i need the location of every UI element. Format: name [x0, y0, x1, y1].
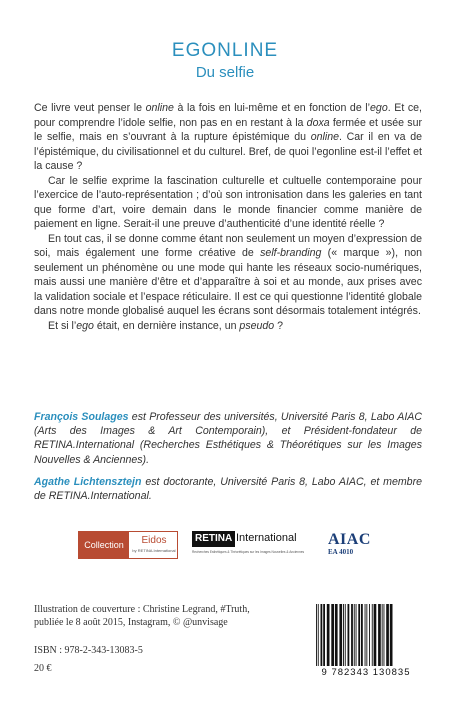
summary-paragraph-2 [34, 174, 422, 232]
aiac-logo-sub: EA 4010 [328, 548, 354, 556]
barcode-bar [365, 604, 366, 666]
italic-term: online [145, 102, 174, 114]
barcode-bar [351, 604, 353, 666]
text-run: (« marque »), non seulement un phénomène ou une mode qui hante les réseaux socio-numériques, mais aussi une manière d’être et d’apparaître à soi et au monde, aux prises avec la validation sociale et l’espace réticulaire. Il est ce qui questionne l’identité globale dans notre monde globalisé auquel les écrans sont désormais totalement intégrés. [34, 247, 422, 317]
cover-credit [34, 604, 284, 629]
barcode-bar [331, 604, 334, 666]
author-bio-text-1: est Professeur des universités, Université Paris 8, Labo AIAC (Arts des Images & Art Contemporain), et Président-fondateur de RETINA.International (Recherches Esthétiques & Théorétiques sur les Images Nouvelles & Anciennes). [34, 411, 422, 466]
barcode-bar [369, 604, 370, 666]
barcode-bar [378, 604, 381, 666]
book-title: EGONLINE [171, 40, 279, 61]
author-bio-text-2: est doctorante, Université Paris 8, Labo AIAC, et membre de RETINA.International. [34, 475, 422, 503]
barcode-bar [348, 604, 350, 666]
italic-term: ego [370, 102, 388, 114]
barcode-bar [318, 604, 319, 666]
author-name-1: François Soulages [34, 411, 129, 423]
barcode-bar [356, 604, 357, 666]
cover-credit-line-2: publiée le 8 août 2015, Instagram, © @unvisage [34, 616, 228, 628]
barcode-bar [366, 604, 367, 666]
collection-logo-label: Collection [79, 532, 129, 558]
barcode-bar [390, 604, 393, 666]
text-run: fermée et usée sur le selfie, mais en s’ouvrant à la rupture épistémique du [34, 116, 422, 143]
italic-term: self-branding [260, 247, 322, 259]
barcode-bar [384, 604, 385, 666]
barcode-digits: 9 782343 130835 [321, 667, 411, 678]
barcode-bar [316, 604, 317, 666]
barcode-bar [339, 604, 342, 666]
barcode-bar [372, 604, 373, 666]
italic-term: doxa [306, 116, 330, 129]
aiac-logo [328, 531, 378, 556]
italic-term: pseudo [239, 319, 275, 332]
text-run: Ce livre veut penser le [34, 102, 146, 114]
retina-logo-box: RETINA [192, 531, 235, 547]
book-subtitle: Du selfie [195, 64, 255, 81]
italic-term: ego [76, 319, 94, 332]
cover-credit-line-1: Illustration de couverture : Christine Legrand, #Truth, [34, 604, 250, 615]
collection-eidos-logo [78, 531, 178, 559]
barcode-bar [327, 604, 330, 666]
author-name-2: Agathe Lichtensztejn [34, 475, 142, 488]
text-run: était, en dernière instance, un [93, 319, 240, 332]
publisher-logos [78, 531, 378, 561]
barcode [306, 600, 426, 684]
barcode-bar [358, 604, 360, 666]
barcode-bar [345, 604, 346, 666]
collection-logo-sub: by RETINA.International [132, 548, 176, 553]
summary-paragraph-4 [34, 319, 422, 334]
text-run: En tout cas, il se donne comme étant non seulement un moyen d’expression de soi, mais également une forme créative de [34, 232, 422, 259]
collection-logo-name: Eidos [141, 535, 167, 546]
barcode-bar [323, 604, 325, 666]
author-bios [34, 410, 422, 511]
barcode-bar [321, 604, 323, 666]
barcode-bar [335, 604, 338, 666]
summary-paragraph-1 [34, 101, 422, 174]
isbn: ISBN : 978-2-343-13083-5 [34, 645, 143, 656]
author-bio-2 [34, 475, 422, 503]
text-run: . Car il en va de l’épistémique, du civilisationnel et du culturel. Bref, de quoi l’egonline est-il l’effet et la cause ? [34, 131, 422, 172]
text-run: à la fois en lui-même et en fonction de l’ [173, 102, 371, 114]
barcode-bar [343, 604, 344, 666]
author-bio-1 [34, 410, 422, 467]
text-run: . Et ce, pour comprendre l’idole selfie, non pas en en restant à la [34, 102, 422, 129]
barcode-bar [361, 604, 363, 666]
italic-term: online [310, 131, 339, 143]
text-run: Et si l’ [48, 319, 77, 332]
price: 20 € [34, 663, 52, 674]
text-run: ? [274, 319, 284, 332]
retina-logo-word: International [236, 532, 297, 544]
barcode-bar [374, 604, 377, 666]
barcode-bar [354, 604, 355, 666]
retina-logo-sub: Recherches Esthétiques & Théorétiques sur les Images Nouvelles & Anciennes [192, 550, 305, 554]
barcode-bar [386, 604, 389, 666]
summary-text [34, 101, 422, 333]
barcode-bar [382, 604, 383, 666]
aiac-logo-main: AIAC [328, 531, 371, 548]
text-run: Car le selfie exprime la fascination culturelle et cultuelle contemporaine pour l’exercice de l’auto-représentation ; d’où son intronisation dans les galeries en tant que forme d’art, voire demain dans le monde financier comme manière de paiement en ligne. Serait-il une preuve d’authenticité d’une identité réelle ? [34, 174, 422, 230]
retina-international-logo [192, 531, 312, 559]
barcode-bars [314, 604, 418, 668]
summary-paragraph-3 [34, 232, 422, 319]
